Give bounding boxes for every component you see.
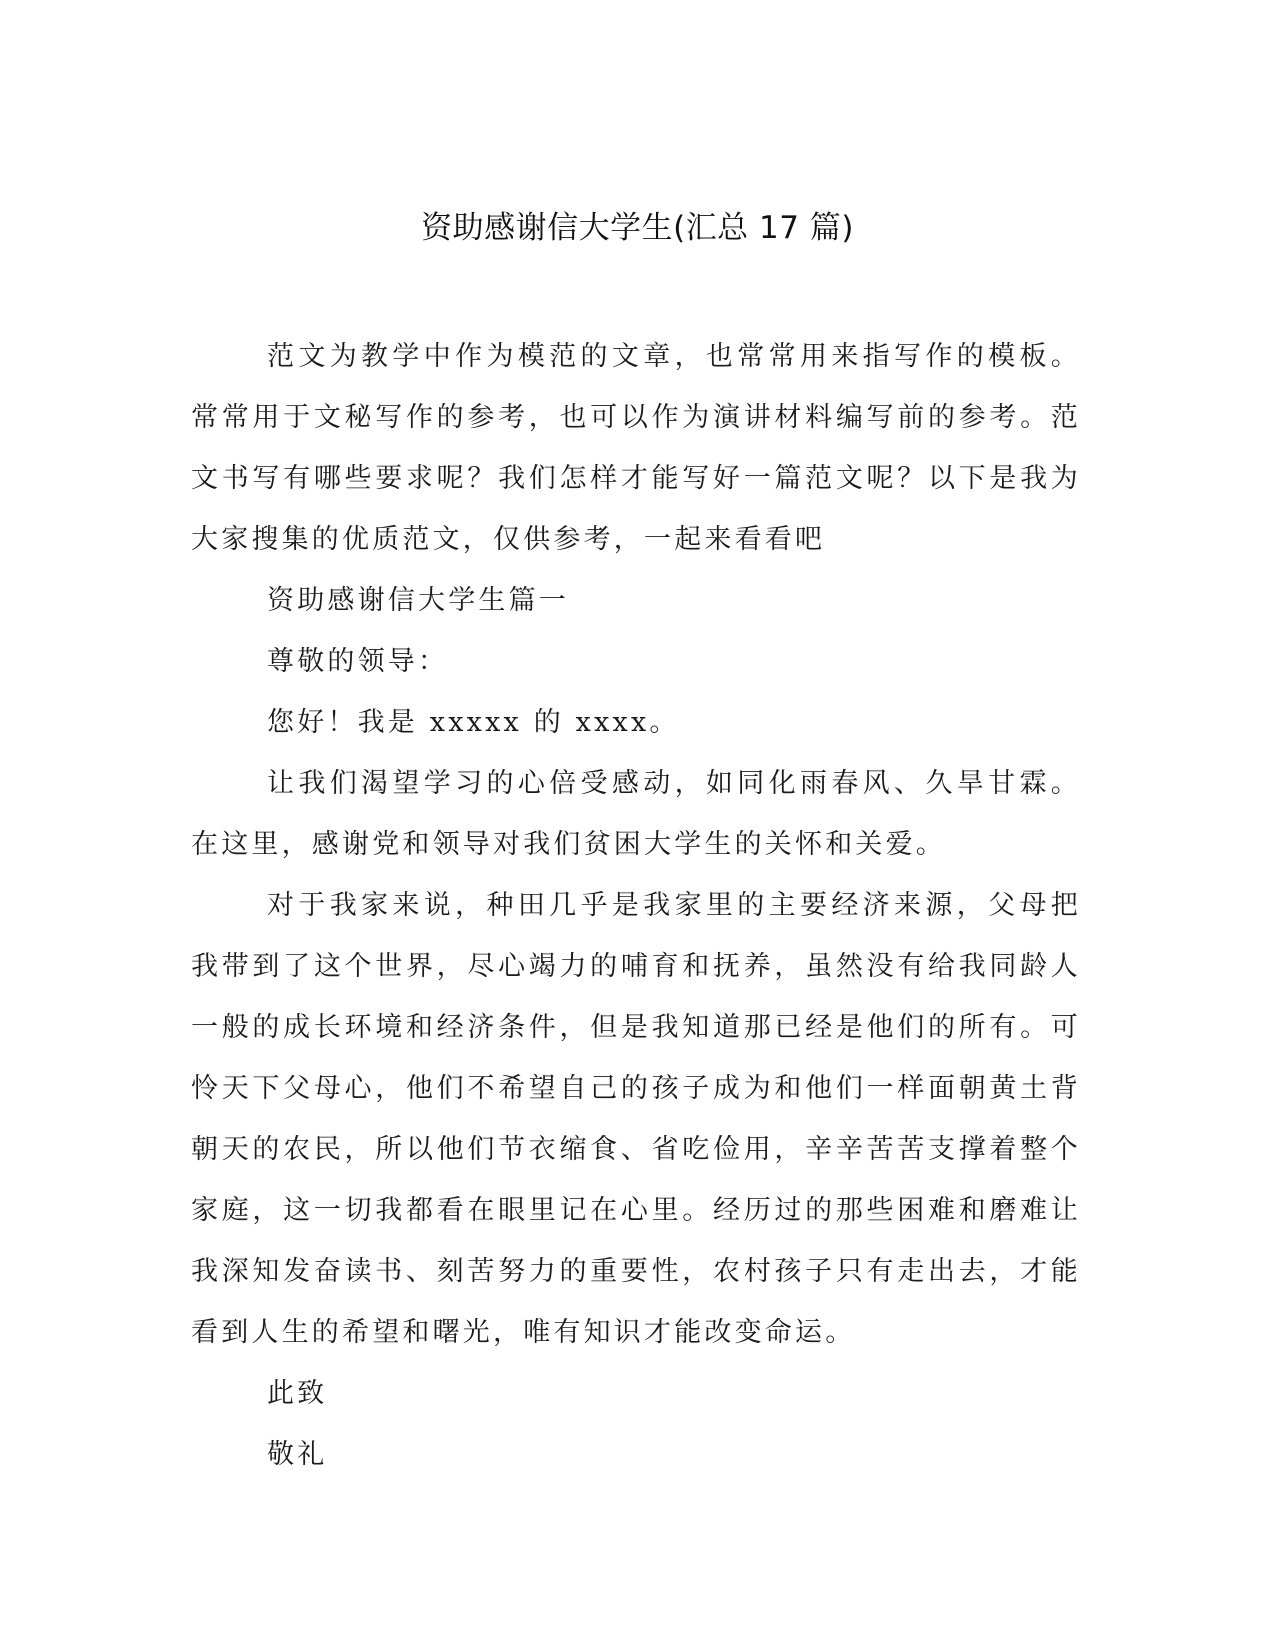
intro-paragraph: 范文为教学中作为模范的文章，也常常用来指写作的模板。常常用于文秘写作的参考，也可以作为演讲材料编写前的参考。范文书写有哪些要求呢？我们怎样才能写好一篇范文呢？以下是我为大家搜集的优质范文，仅供参考，一起来看看吧 (191, 341, 1081, 555)
letter-regards: 敬礼 (267, 1439, 328, 1470)
letter-salutation: 尊敬的领导： (267, 646, 449, 677)
section-heading: 资助感谢信大学生篇一 (267, 585, 569, 616)
document-body (191, 326, 1081, 1485)
letter-paragraph: 让我们渴望学习的心倍受感动，如同化雨春风、久旱甘霖。在这里，感谢党和领导对我们贫困大学生的关怀和关爱。 (191, 768, 1081, 860)
letter-paragraph: 对于我家来说，种田几乎是我家里的主要经济来源，父母把我带到了这个世界，尽心竭力的哺育和抚养，虽然没有给我同龄人一般的成长环境和经济条件，但是我知道那已经是他们的所有。可怜天下父母心，他们不希望自己的孩子成为和他们一样面朝黄土背朝天的农民，所以他们节衣缩食、省吃俭用，辛辛苦苦支撑着整个家庭，这一切我都看在眼里记在心里。经历过的那些困难和磨难让我深知发奋读书、刻苦努力的重要性，农村孩子只有走出去，才能看到人生的希望和曙光，唯有知识才能改变命运。 (191, 890, 1081, 1348)
letter-greeting: 您好！我是 xxxxx 的 xxxx。 (267, 707, 680, 738)
letter-closing: 此致 (267, 1378, 328, 1409)
document-title: 资助感谢信大学生(汇总 17 篇) (421, 210, 854, 246)
